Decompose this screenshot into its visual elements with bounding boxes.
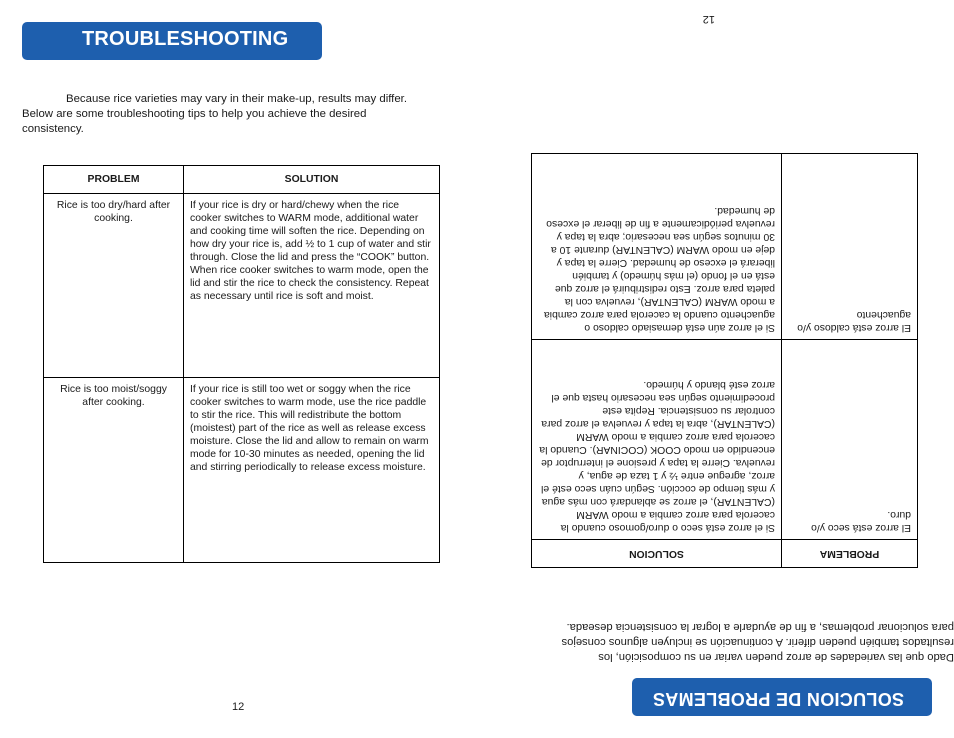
solution-header: SOLUCION (532, 540, 782, 568)
solution-cell: If your rice is still too wet or soggy when the rice cooker switches to warm mode, use the rice paddle to stir the rice. This will redistribute the bottom (moistest) part of the rice as well as release excess moisture. Close the lid and allow to remain on warm mode for 10-30 minutes as needed, opening the lid and stirring periodically to release excess moisture. (184, 378, 440, 563)
solution-cell: If your rice is dry or hard/chewy when the rice cooker switches to WARM mode, additional water and cooking time will soften the rice. Depending on how dry your rice is, add ½ to 1 cup of water and stir through. Close the lid and press the “COOK” button. When rice cooker switches to warm mode, open the lid and stir the rice to check the consistency. Repeat as necessary until rice is soft and moist. (184, 194, 440, 378)
troubleshooting-table (43, 165, 440, 563)
solution-header: SOLUTION (184, 166, 440, 194)
problem-cell: Rice is too dry/hard after cooking. (44, 194, 184, 378)
page-number: 12 (702, 13, 715, 25)
problem-header: PROBLEM (44, 166, 184, 194)
table-row (532, 340, 918, 540)
table-row (532, 154, 918, 340)
page-title: TROUBLESHOOTING (82, 28, 289, 50)
solution-cell: Si el arroz aún está demasiado caldoso o aguachento cuando la cacerola para arroz cambia a modo WARM (CALENTAR), revuelva con la paleta para arroz. Esto redistribuirá el arroz que está en el fondo (el más húmedo) y también liberará el exceso de humedad. Cierre la tapa y deje en modo WARM (CALENTAR) durante 10 a 30 minutos según sea necesario; abra la tapa y revuelva periódicamente a fin de liberar el exceso de humedad. (532, 154, 782, 340)
troubleshooting-table (531, 153, 918, 568)
problem-header: PROBLEMA (782, 540, 918, 568)
problem-cell: Rice is too moist/soggy after cooking. (44, 378, 184, 563)
intro-paragraph: Because rice varieties may vary in their make-up, results may differ. Below are some troubleshooting tips to help you achieve the desired consistency. (22, 93, 408, 135)
page-number: 12 (232, 701, 245, 713)
title-banner (22, 22, 322, 60)
solution-cell: Si el arroz está seco o duro/gomoso cuando la cacerola para arroz cambia a modo WARM (CALENTAR), el arroz se ablandará con más agua y más tiempo de cocción. Según cuán seco esté el arroz, agregue entre ½ y 1 taza de agua, y revuelva. Cierre la tapa y presione el interruptor de encendido en modo COOK (COCINAR). Cuando la cacerola para arroz cambia a modo WARM (CALENTAR), abra la tapa y revuelva el arroz para controlar su consistencia. Repita este procedimiento según sea necesario hasta que el arroz esté blando y húmedo. (532, 340, 782, 540)
title-banner (632, 678, 932, 716)
page-title: SOLUCION DE PROBLEMAS (652, 689, 904, 709)
table-header-row (44, 166, 440, 194)
table-row (44, 378, 440, 563)
problem-cell: El arroz está caldoso y/o aguachento (782, 154, 918, 340)
table-row (44, 194, 440, 378)
right-page-rotated (477, 0, 954, 738)
intro-paragraph: Dado que las variedades de arroz pueden variar en su composición, los resultados también pueden diferir. A continuación se incluyen algunos consejos para solucionar problemas, a fin de ayudarle a lograr la consistencia deseada. (561, 621, 954, 663)
table-header-row (532, 540, 918, 568)
problem-cell: El arroz está seco y/o duro. (782, 340, 918, 540)
